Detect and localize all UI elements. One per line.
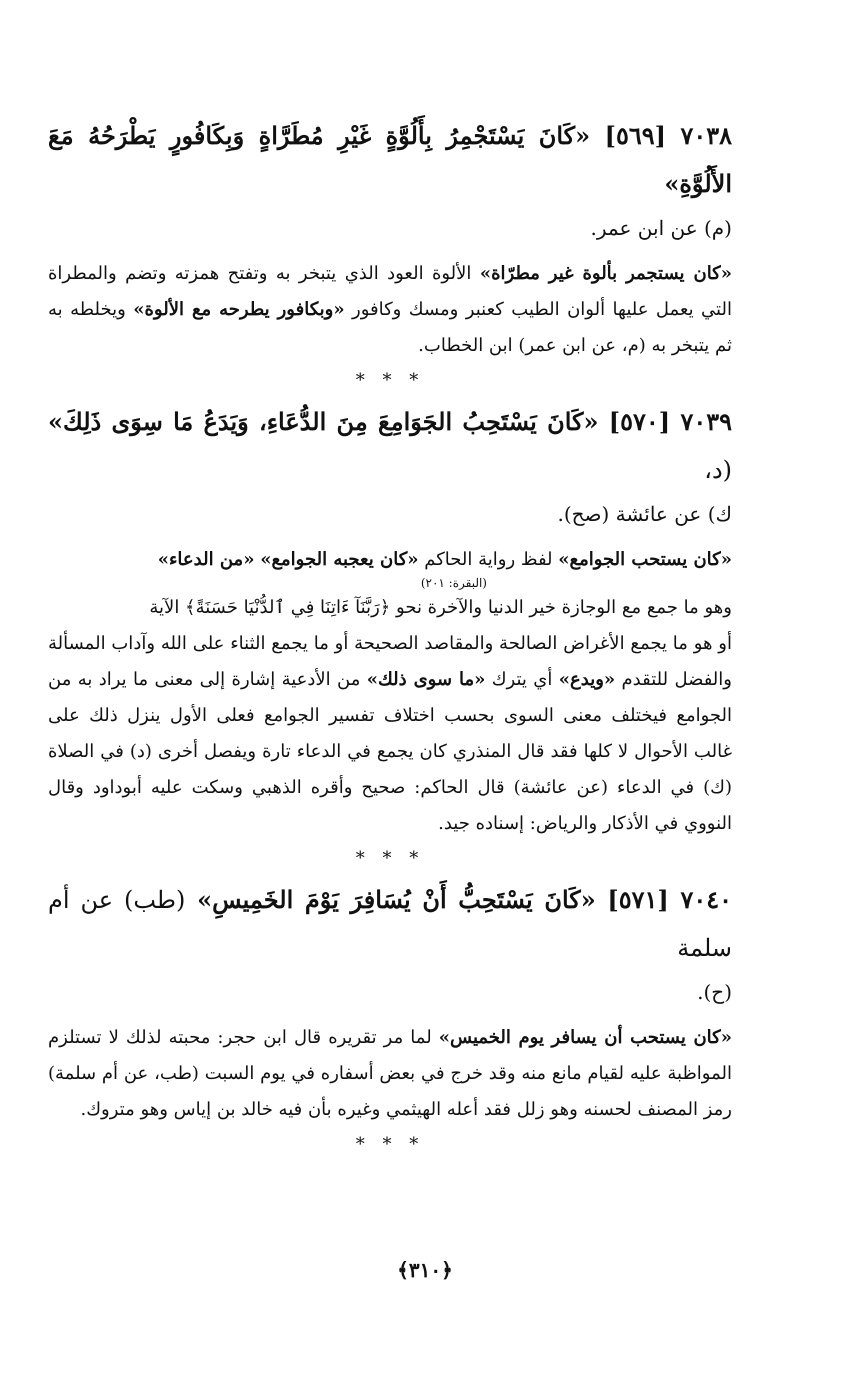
- hadith-text: «كَانَ يَسْتَجْمِرُ بِأَلُوَّةٍ غَيْرِ مُطَرَّاةٍ وَبِكَافُورٍ يَطْرَحُهُ مَعَ الأَلُوَّةِ»: [48, 121, 732, 198]
- commentary-text: أو هو ما يجمع الأغراض الصالحة والمقاصد الصحيحة أو ما يجمع الثناء على الله وآداب المسألة والفضل للتقدم: [48, 633, 732, 690]
- commentary-bold: «من الدعاء»: [157, 549, 255, 570]
- hadith-source-inline: (د،: [704, 456, 732, 484]
- commentary-bold: «ويدع»: [558, 669, 616, 690]
- hadith-text: «كَانَ يَسْتَحِبُ الجَوَامِعَ مِنَ الدُّعَاءِ، وَيَدَعُ مَا سِوَى ذَلِكَ»: [48, 407, 599, 436]
- quran-verse-line: وهو ما جمع مع الوجازة خير الدنيا والآخرة نحو ﴿رَبَّنَآ ءَاتِنَا فِي ٱلدُّنْيَا حَسَنَةً﴾ الآية: [149, 597, 732, 618]
- hadith-7039: [48, 398, 732, 534]
- commentary-7039: [48, 542, 732, 842]
- commentary-text: لفظ رواية الحاكم: [418, 549, 559, 570]
- commentary-bold: «ما سوى ذلك»: [366, 669, 486, 690]
- hadith-ref: [٥٧٠]: [608, 407, 671, 436]
- commentary-bold: «كان يستجمر بألوة غير مطرّاة»: [479, 263, 732, 284]
- quran-reference: (البقرة: ٢٠١): [420, 576, 487, 590]
- commentary-bold: «كان يعجبه الجوامع»: [260, 549, 419, 570]
- commentary-text: ويخلطه به ثم يتبخر به (م، عن ابن عمر) ابن الخطاب.: [48, 299, 732, 356]
- commentary-bold: «كان يستحب الجوامع»: [558, 549, 732, 570]
- separator: * * *: [355, 848, 425, 869]
- commentary-7038: [48, 256, 732, 364]
- commentary-text: أي يترك: [485, 669, 559, 690]
- page-content: [48, 112, 732, 1162]
- hadith-source: ك) عن عائشة (صح).: [557, 502, 732, 526]
- commentary-text: الألوة العود الذي يتبخر به وتفتح همزته وتضم والمطراة التي يعمل عليها ألوان الطيب كعنبر ومسك وكافور: [48, 263, 732, 320]
- hadith-ref: [٥٧١]: [607, 885, 669, 914]
- hadith-number: ٧٠٤٠: [680, 885, 732, 914]
- commentary-7040: [48, 1020, 732, 1128]
- separator: * * *: [355, 1134, 425, 1155]
- hadith-7040: [48, 876, 732, 1012]
- commentary-text: لما مر تقريره قال ابن حجر: محبته لذلك لا تستلزم المواظبة عليه لقيام مانع منه وقد خرج في بعض أسفاره في يوم السبت (طب، عن أم سلمة) رمز المصنف لحسنه وهو زلل فقد أعله الهيثمي وغيره بأن فيه خالد بن إياس وهو متروك.: [48, 1027, 732, 1120]
- commentary-bold: «وبكافور يطرحه مع الألوة»: [133, 299, 345, 320]
- page-number: ﴿٣١٠﴾: [397, 1258, 453, 1282]
- commentary-bold: «كان يستحب أن يسافر يوم الخميس»: [438, 1027, 732, 1048]
- hadith-source: (ح).: [697, 980, 732, 1004]
- hadith-text: «كَانَ يَسْتَحِبُّ أَنْ يُسَافِرَ يَوْمَ الخَمِيسِ»: [197, 885, 596, 914]
- commentary-text: من الأدعية إشارة إلى معنى ما يراد به من الجوامع فيختلف معنى السوى بحسب اختلاف تفسير الجوامع فعلى الأول ينزل ذلك على غالب الأحوال لا كلها فقد قال المنذري كان يجمع في الدعاء تارة ويفصل أخرى (د) في الصلاة (ك) في الدعاء (عن عائشة) قال الحاكم: صحيح وأقره الذهبي وسكت عليه أبوداود وقال النووي في الأذكار والرياض: إسناده جيد.: [48, 669, 732, 834]
- separator: * * *: [355, 370, 425, 391]
- hadith-source-inline: (طب) عن أم سلمة: [48, 886, 732, 962]
- hadith-ref: [٥٦٩]: [604, 121, 666, 150]
- hadith-number: ٧٠٣٨: [680, 121, 733, 150]
- hadith-number: ٧٠٣٩: [680, 407, 733, 436]
- hadith-7038: [48, 112, 732, 248]
- hadith-source: (م) عن ابن عمر.: [590, 216, 732, 240]
